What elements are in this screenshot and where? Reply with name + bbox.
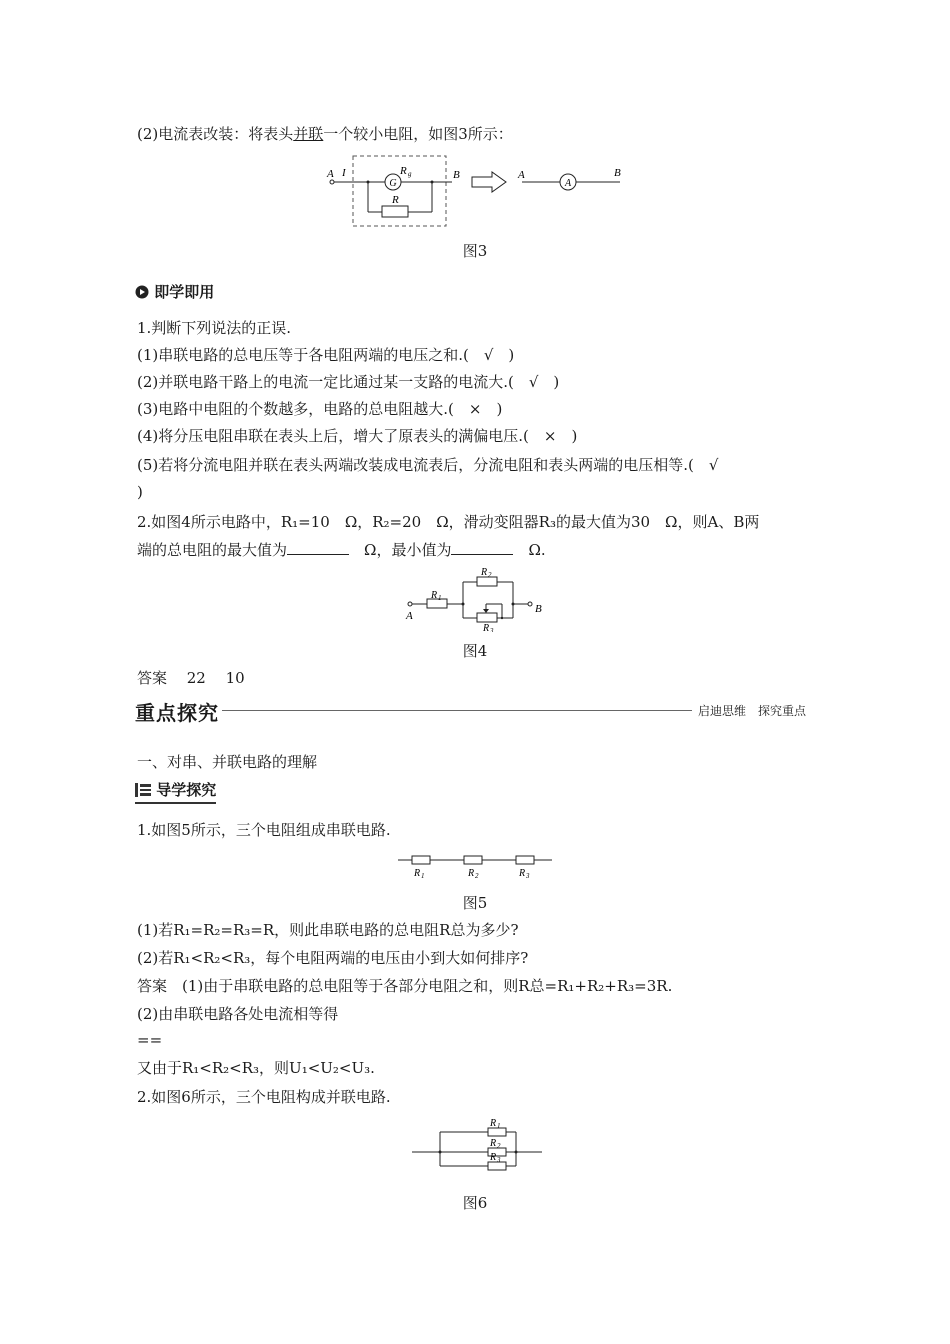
ammeter-modification-text <box>137 124 513 144</box>
section-rule <box>222 710 692 711</box>
resistor-r2 <box>477 577 497 586</box>
explore-answer-4: 又由于R₁<R₂<R₃，则U₁<U₂<U₃. <box>137 1059 375 1077</box>
label-r3-sub: 3 <box>526 872 530 880</box>
text-part: 一个较小电阻，如图3所示： <box>323 125 513 143</box>
practice-item-5: (5)若将分流电阻并联在表头两端改装成电流表后，分流电阻和表头两端的电压相等.( √ <box>137 456 719 474</box>
resistor-r <box>382 206 408 217</box>
resistor-r1 <box>412 856 430 864</box>
underlined-term: 并联 <box>293 125 324 143</box>
figure-3-caption: 图3 <box>462 242 488 260</box>
label-a: A <box>406 610 413 622</box>
label-r2: R <box>468 868 475 879</box>
label-r1: R <box>490 1118 497 1129</box>
label-r2-sub: 2 <box>497 1142 501 1150</box>
figure-3-ammeter-circuit <box>320 150 630 232</box>
label-a: A <box>327 168 334 180</box>
label-b2: B <box>614 167 621 179</box>
practice-q2-line2 <box>137 540 546 560</box>
explore-answer-2: (2)由串联电路各处电流相等得 <box>137 1005 339 1023</box>
galvanometer-label: G <box>389 178 397 189</box>
explore-sub-2: (2)若R₁<R₂<R₃，每个电阻两端的电压由小到大如何排序? <box>137 949 529 967</box>
text-part: (2)电流表改装：将表头 <box>137 125 294 143</box>
guide-title: 导学探究 <box>156 781 217 799</box>
explore-q1: 1.如图5所示，三个电阻组成串联电路. <box>137 821 391 839</box>
explore-answer-3: == <box>137 1031 163 1049</box>
practice-q1: 1.判断下列说法的正误. <box>137 319 292 337</box>
label-i: I <box>342 167 346 179</box>
text-part: Ω. <box>513 541 546 559</box>
figure-6-parallel-circuit <box>412 1114 544 1174</box>
text-part: 端的总电阻的最大值为 <box>137 541 288 559</box>
practice-item-3: (3)电路中电阻的个数越多，电路的总电阻越大.( × ) <box>137 400 503 418</box>
transform-arrow <box>472 172 506 192</box>
label-r3-sub: 3 <box>490 627 494 632</box>
label-rg: R <box>400 165 407 177</box>
practice-q2-line1: 2.如图4所示电路中，R₁=10 Ω，R₂=20 Ω，滑动变阻器R₃的最大值为30 Ω，则A、B两 <box>137 513 760 531</box>
explore-q2: 2.如图6所示，三个电阻构成并联电路. <box>137 1088 391 1106</box>
label-r3: R <box>519 868 526 879</box>
figure-5-caption: 图5 <box>462 894 488 912</box>
list-icon <box>135 783 151 797</box>
label-r: R <box>392 194 399 206</box>
label-b: B <box>453 169 460 181</box>
label-r3: R <box>483 623 490 632</box>
practice-item-2: (2)并联电路干路上的电流一定比通过某一支路的电流大.( √ ) <box>137 373 560 391</box>
part-1-heading: 一、对串、并联电路的理解 <box>137 753 318 771</box>
label-r1-sub: 1 <box>421 872 425 880</box>
label-b: B <box>535 603 542 615</box>
label-r3-sub: 3 <box>497 1156 501 1164</box>
practice-header <box>135 281 214 302</box>
label-r1: R <box>431 590 438 601</box>
answer-blank-max[interactable] <box>287 540 349 555</box>
practice-item-5-end: ) <box>137 483 143 501</box>
rheostat-r3 <box>477 613 497 622</box>
label-r1-sub: 1 <box>438 594 442 602</box>
label-a2: A <box>518 169 525 181</box>
section-title: 重点探究 <box>135 701 219 725</box>
figure-4-circuit <box>400 564 550 632</box>
practice-item-4: (4)将分压电阻串联在表头上后，增大了原表头的满偏电压.( × ) <box>137 427 578 445</box>
ammeter-label: A <box>564 178 572 189</box>
label-r1: R <box>414 868 421 879</box>
answer-blank-min[interactable] <box>451 540 513 555</box>
label-r2: R <box>490 1138 497 1149</box>
figure-4-caption: 图4 <box>462 642 488 660</box>
guide-header <box>135 779 216 804</box>
text-part: Ω，最小值为 <box>349 541 452 559</box>
section-right-label: 启迪思维 探究重点 <box>698 704 807 718</box>
label-r2-sub: 2 <box>488 571 492 579</box>
resistor-r2 <box>464 856 482 864</box>
practice-title: 即学即用 <box>154 283 215 301</box>
practice-answer: 答案 22 10 <box>137 669 245 687</box>
explore-answer-1: 答案 (1)由于串联电路的总电阻等于各部分电阻之和，则R总=R₁+R₂+R₃=3R. <box>137 977 673 995</box>
label-r1-sub: 1 <box>497 1122 501 1130</box>
label-r3: R <box>490 1152 497 1163</box>
label-r2: R <box>481 567 488 578</box>
resistor-r3 <box>516 856 534 864</box>
figure-5-series-circuit <box>398 852 554 882</box>
label-r2-sub: 2 <box>475 872 479 880</box>
practice-item-1: (1)串联电路的总电压等于各电阻两端的电压之和.( √ ) <box>137 346 515 364</box>
label-rg-sub: g <box>408 170 412 178</box>
figure-6-caption: 图6 <box>462 1194 488 1212</box>
play-circle-icon <box>135 285 149 299</box>
explore-sub-1: (1)若R₁=R₂=R₃=R，则此串联电路的总电阻R总为多少? <box>137 921 519 939</box>
